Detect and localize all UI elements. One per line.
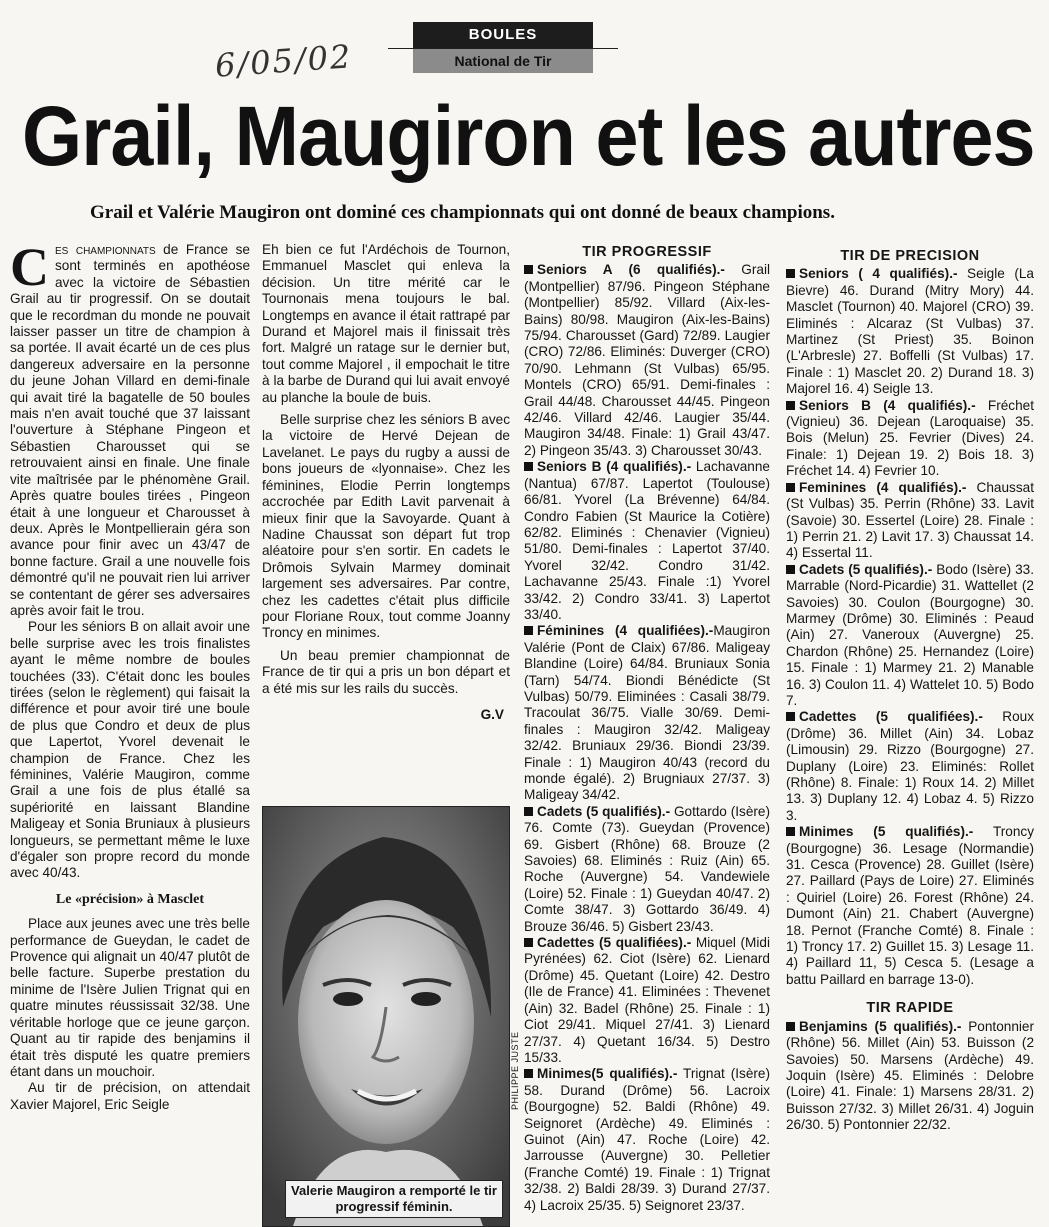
section-heading-progressif: TIR PROGRESSIF [582,244,712,260]
result-entry [786,562,1034,710]
subheadline: Grail et Valérie Maugiron ont dominé ces championnats qui ont donné de beaux champions. [90,202,835,223]
result-text: Troncy (Bourgogne) 36. Lesage (Normandie) 31. Cesca (Provence) 28. Guillet (Isère) 27. Paillard (Pays de Loire) 27. Eliminés : Quiriel (Loire) 26. Forest (Rhône) 24. Dumont (Ain) 21. Chabert (Auvergne) 18. Pernot (Franche Comté) 8. Finale : 1) Troncy 17. 2) Guillet 15. 3) Lesage 11. 4) Paillard 11, 5) Cesca 5. (Lesage a battu Paillard en barrage 13-0). [786,824,1034,987]
intertitle: Le «précision» à Masclet [55,891,205,907]
bullet-square-icon [524,265,533,274]
result-entry [524,459,770,623]
bullet-square-icon [786,1022,795,1031]
article-column-2 [262,242,510,802]
result-category: Benjamins (5 qualifiés).- [799,1018,962,1034]
author-signature: G.V [480,706,504,722]
kicker-subcategory: National de Tir [413,49,593,73]
kicker-category: BOULES [413,22,593,48]
result-text: Maugiron Valérie (Pont de Claix) 67/86. Maligeay Blandine (Loire) 64/84. Bruniaux Sonia (Tarn) 54/74. Biondi Bénédicte (St Vulbas) 50/79. Eliminées : Casali 38/79. Tracoulat 36/75. Vialle 30/69. Demi-finales : Maugiron 32/42. Maligeay 32/42. Bruniaux 29/36. Biondi 23/39. Finale : 1) Maugiron 40/43 (record du monde égalé). 2) Brugniaux 27/37. 3) Maligeay 34/42. [524,623,770,803]
article-paragraph: Un beau premier championnat de France de tir qui a pris un bon départ et a été mis sur les rails du succès. [262,647,510,696]
article-paragraph: Eh bien ce fut l'Ardéchois de Tournon, Emmanuel Masclet qui enleva la décision. Un titre mérité car le Tournonais mena toujours le bal. Longtemps en avance il était rattrapé par Durand et Majorel mais il finissait très fort. Malgré un ratage sur le dernier but, tout comme Majorel , il empochait le titre à la barbe de Durand qui lui avait envoyé au planche la boule de buis. [262,242,510,405]
result-entry [786,398,1034,480]
lead-text: de France se sont terminés en apothéose avec la victoire de Sébastien Grail au tir progressif. On se doutait que le recordman du monde ne pouvait laisser passer un titre de champion à sa portée. Il avait écarté un de ces plus dangereux adversaire en la personne du jeune Johan Villard en demi-finale qui avait tiré la bagatelle de 50 boules mais n'en avait touché que 37 laissant l'ouverture à Stéphane Pingeon et Sébastien Charousset qui se retrouvaient ainsi en finale. Une finale vite maîtrisée par le phénomène Grail. Après quatre boules tirées , Pingeon était à une longueur et Charousset à deux. Après le Montpellierain géra son avance pour finir avec un 43/47 de bonne facture. Grail a une nouvelle fois démontré qu'il ne pouvait rien lui arriver se contentant de gérer ses adversaires après avoir fait le trou. [10,242,250,618]
result-category: Cadettes (5 qualifiées).- [537,935,692,951]
bullet-square-icon [524,626,533,635]
result-category: Feminines (4 qualifiés).- [799,479,967,495]
portrait-photo [262,806,510,1227]
result-entry [786,480,1034,562]
result-entry [786,1019,1034,1134]
bullet-square-icon [524,807,533,816]
section-heading-rapide: TIR RAPIDE [866,1000,954,1017]
portrait-illustration [263,807,509,1226]
results-list-precision [786,266,1034,988]
article-paragraph: Pour les séniors B on allait avoir une belle surprise avec les trois finalistes ayant le même nombre de boules touchées (33). C'était donc les boules tirées (selon le règlement) qui faisait la différence et pour avoir tiré une boule de plus que Condro et deux de plus que Lapertot, Yvorel devenait le champion de France. Chez les féminines, Valérie Maugiron, comme Grail a une fois de plus étallé sa supériorité en laissant Blandine Maligeay et Sonia Bruniaux à plusieurs longueurs, se permettant même le luxe d'égaler son propre record du monde avec 40/43. [10,619,250,881]
lead-paragraph [10,242,250,619]
lead-smallcaps: es championnats [55,242,156,257]
results-list-progressif [524,262,770,1214]
result-category: Minimes(5 qualifiés).- [537,1066,678,1082]
bullet-square-icon [786,565,795,574]
result-text: Pontonnier (Rhône) 56. Millet (Ain) 53. Buisson (2 Savoies) 50. Marsens (Ardèche) 49. Joquin (Isère) 45. Eliminés : Delobre (Loire) 41. Finale: 1) Marsens 28/31. 2) Buisson 27/32. 3) Millet 26/31. 4) Joguin 26/30. 5) Pontonnier 22/32. [786,1018,1034,1133]
result-entry [524,935,770,1066]
result-text: Lachavanne (Nantua) 67/87. Lapertot (Toulouse) 66/81. Yvorel (La Brévenne) 64/84. Condro Fabien (St Maurice la Cotière) 62/82. Eliminés : Chenavier (Vignieu) 51/80. Demi-finales : Lapertot 37/40. Yvorel 32/42. Condro 31/42. Lachavanne 25/43. Finale :1) Yvorel 33/42. 2) Condro 33/41. 3) Lapertot 33/40. [524,459,770,622]
result-text: Miquel (Midi Pyrénées) 62. Ciot (Isère) 62. Lienard (Drôme) 45. Quetant (Loire) 42. Destro (Ile de France) 41. Eliminées : Thevenet (Ain) 32. Badel (Rhône) 25. Finale : 1) Ciot 29/41. Miquel 27/41. 3) Lienard 27/37. 4) Quetant 16/34. 5) Destro 15/33. [524,935,770,1065]
result-category: Minimes (5 qualifiés).- [799,824,974,840]
result-text: Chaussat (St Vulbas) 35. Perrin (Rhône) 33. Lavit (Savoie) 30. Essertel (Loire) 28. Finale : 1) Perrin 21. 2) Lavit 17. 3) Chaussat 14. 4) Essertal 11. [786,479,1034,561]
bullet-square-icon [524,462,533,471]
result-entry [524,804,770,935]
result-category: Seniors A (6 qualifiés).- [537,262,725,278]
section-kicker [388,22,618,73]
result-entry [786,824,1034,988]
headline: Grail, Maugiron et les autres [22,89,1035,183]
result-category: Féminines (4 qualifiées).- [537,623,714,639]
result-text: Roux (Drôme) 36. Millet (Ain) 34. Lobaz (Limousin) 29. Rizzo (Bourgogne) 27. Duplany (Loire) 23. Eliminés: Rollet (Rhône) 8. Finale: 1) Roux 14. 2) Millet 13. 3) Duplany 12. 4) Lobaz 4. 5) Rizzo 3. [786,709,1034,823]
bullet-square-icon [786,269,795,278]
drop-cap: C [10,242,49,297]
photo-caption: Valerie Maugiron a remporté le tir progressif féminin. [285,1180,503,1218]
results-column-1 [524,242,770,1225]
result-entry [524,262,770,459]
photo-credit: PHILIPPE JUSTE [510,1031,520,1110]
result-category: Seniors ( 4 qualifiés).- [799,266,958,282]
bullet-square-icon [786,401,795,410]
result-text: Bodo (Isère) 33. Marrable (Nord-Picardie) 31. Wattellet (2 Savoies) 30. Coulon (Bourgogne) 30. Marmey (Drôme) 30. Eliminés : Peaud (Ain) 27. Vaneroux (Auvergne) 25. Chardon (Rhône) 25. Hernandez (Loire) 15. Finale : 1) Marmey 21. 2) Manable 16. 3) Coulon 11. 4) Wattelet 10. 5) Bodo 7. [786,561,1034,708]
article-paragraph: Au tir de précision, on attendait Xavier Majorel, Eric Seigle [10,1080,250,1112]
bullet-square-icon [786,827,795,836]
results-list-rapide [786,1019,1034,1134]
handwritten-date: 6/05/02 [213,37,354,85]
result-text: Gottardo (Isère) 76. Comte (73). Gueydan (Provence) 69. Gisbert (Rhône) 68. Brouze (2 Savoies) 68. Eliminés : Ruiz (Ain) 65. Roche (Auvergne) 54. Vandewiele (Loire) 52. Finale : 1) Gueydan 40/47. 2) Comte 38/47. 3) Gottardo 36/49. 4) Brouze 36/46. 5) Gisbert 23/43. [524,803,770,934]
bullet-square-icon [786,483,795,492]
article-paragraph: Belle surprise chez les séniors B avec la victoire de Hervé Dejean de Lavelanet. Le pays du rugby a aussi de bons joueurs de «lyonnaise». Chez les féminines, Elodie Perrin longtemps accrochée par Edith Lavit parvenait à mieux finir que la Savoyarde. Quant à Nadine Chaussat son départ fut trop aléatoire pour s'en sortir. En cadets le Drômois Sylvain Marmey dominait largement ses adversaires. Par contre, chez les cadettes c'était plus difficile pour Floriane Roux, tout comme Joanny Troncy en minimes. [262,412,510,641]
result-text: Seigle (La Bievre) 46. Durand (Mitry Mory) 44. Masclet (Tournon) 40. Majorel (CRO) 39. Eliminés : Alcaraz (St Vulbas) 37. Martinez (St Priest) 35. Boinon (L'Arbresle) 27. Boffelli (St Vulbas) 17. Finale : 1) Masclet 20. 2) Durand 18. 3) Majorel 16. 4) Seigle 13. [786,266,1034,397]
bullet-square-icon [524,1069,533,1078]
result-entry [786,266,1034,397]
result-entry [524,1066,770,1214]
result-entry [524,623,770,803]
article-column-1 [10,242,250,1225]
section-heading-precision: TIR DE PRECISION [840,248,980,264]
result-text: Grail (Montpellier) 87/96. Pingeon Stéphane (Montpellier) 85/92. Villard (Aix-les-Bains) 80/98. Maugiron (Aix-les-Bains) 75/94. Charousset (Gard) 72/89. Laugier (CRO) 72/86. Eliminés: Duverger (CRO) 70/90. Lehmann (St Vulbas) 65/95. Montels (CRO) 65/91. Demi-finales : Grail 44/48. Charousset 44/45. Pingeon 42/46. Villard 42/46. Laugier 35/44. Maugiron 34/48. Finale: 1) Grail 43/47. 2) Pingeon 35/43. 3) Charousset 30/43. [524,262,770,458]
result-category: Seniors B (4 qualifiés).- [799,397,976,413]
article-paragraph: Place aux jeunes avec une très belle performance de Gueydan, le cadet de Provence qui alignait un 40/47 plutôt de belle facture. Superbe prestation du minime de l'Isère Julien Trignat qui en quatre minutes réussissait 32/38. Une véritable horloge que ce jeune garçon. Quant au tir rapide des benjamins il était très disputé les quatre premiers étant dans un mouchoir. [10,916,250,1079]
result-category: Seniors B (4 qualifiés).- [537,459,692,475]
result-category: Cadets (5 qualifiés).- [799,561,933,577]
bullet-square-icon [786,712,795,721]
result-category: Cadets (5 qualifiés).- [537,803,671,819]
result-entry [786,709,1034,824]
result-text: Trignat (Isère) 58. Durand (Drôme) 56. Lacroix (Bourgogne) 52. Baldi (Rhône) 49. Seignoret (Ardèche) 49. Eliminés : Guinot (Ain) 47. Roche (Loire) 42. Jarrousse (Auvergne) 30. Pelletier (Franche Comté) 19. Finale : 1) Trignat 32/38. 2) Baldi 28/39. 3) Durand 27/37. 4) Lacroix 25/35. 5) Seignoret 23/37. [524,1066,770,1213]
result-text: Fréchet (Vignieu) 36. Dejean (Laroquaise) 35. Bois (Melun) 25. Fevrier (Dives) 24. Finale: 1) Dejean 19. 2) Bois 18. 3) Fréchet 14. 4) Fevrier 10. [786,397,1034,479]
bullet-square-icon [524,938,533,947]
results-column-2 [786,242,1034,1225]
result-category: Cadettes (5 qualifiées).- [799,709,983,725]
